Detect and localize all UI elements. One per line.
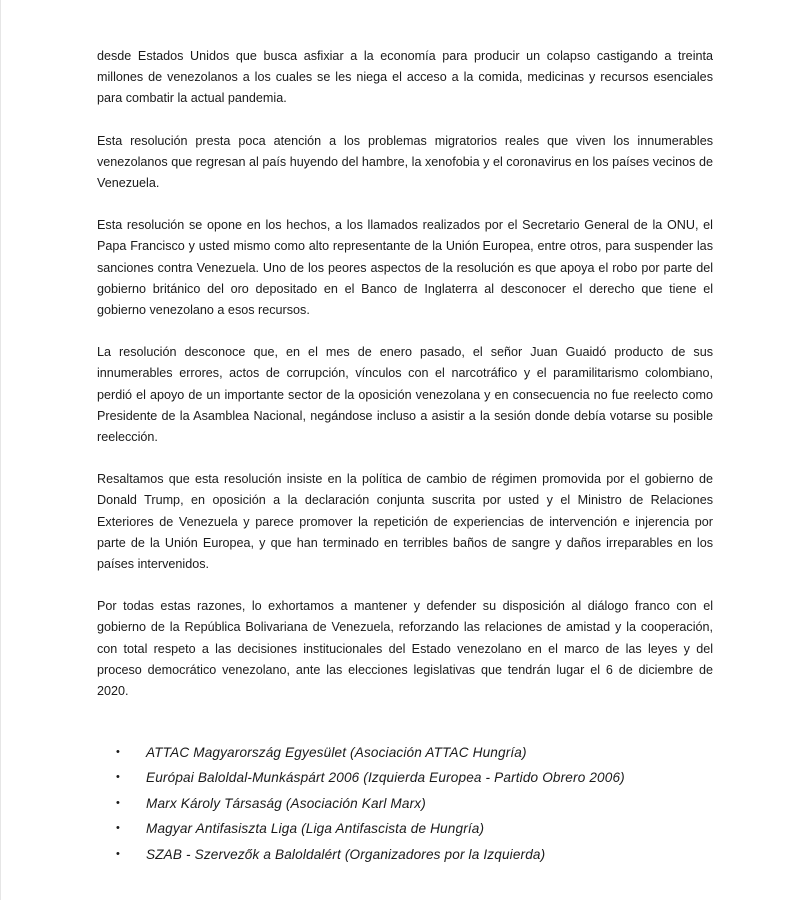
list-item (116, 791, 716, 816)
organization-name: ATTAC Magyarország Egyesület (Asociación ATTAC Hungría) (146, 745, 527, 760)
paragraph: Esta resolución presta poca atención a los problemas migratorios reales que viven los innumerables venezolanos que regresan al país huyendo del hambre, la xenofobia y el coronavirus en los países vecinos de Venezuela. (97, 133, 713, 191)
paragraph: Por todas estas razones, lo exhortamos a mantener y defender su disposición al diálogo franco con el gobierno de la República Bolivariana de Venezuela, reforzando las relaciones de amistad y la cooperación, con total respeto a las decisiones institucionales del Estado venezolano en el marco de las leyes y del proceso democrático venezolano, ante las elecciones legislativas que tendrán lugar el 6 de diciembre de 2020. (97, 599, 713, 699)
list-item (116, 816, 716, 841)
bullet-icon: • (116, 746, 121, 758)
organization-name: Marx Károly Társaság (Asociación Karl Marx) (146, 795, 426, 811)
bullet-icon: • (116, 822, 121, 835)
organization-name: SZAB - Szervezők a Baloldalért (Organizadores por la Izquierda) (146, 846, 546, 862)
paragraph: Resaltamos que esta resolución insiste en la política de cambio de régimen promovida por el gobierno de Donald Trump, en oposición a la declaración conjunta suscrita por usted y el Ministro de Relaciones Exteriores de Venezuela y parece promover la repetición de experiencias de intervención e injerencia por parte de la Unión Europea, y que han terminado en terribles baños de sangre y daños irreparables en los países intervenidos. (97, 472, 713, 572)
signatory-organizations-list (116, 740, 716, 867)
paragraph: Esta resolución se opone en los hechos, a los llamados realizados por el Secretario General de la ONU, el Papa Francisco y usted mismo como alto representante de la Unión Europea, entre otros, para suspender las sanciones contra Venezuela. Uno de los peores aspectos de la resolución es que apoya el robo por parte del gobierno británico del oro depositado en el Banco de Inglaterra al desconocer el derecho que tiene el gobierno venezolano a esos recursos. (97, 218, 713, 318)
paragraph: desde Estados Unidos que busca asfixiar a la economía para producir un colapso castigando a treinta millones de venezolanos a los cuales se les niega el acceso a la comida, medicinas y recursos esenciales para combatir la actual pandemia. (97, 49, 713, 106)
letter-body (97, 46, 713, 723)
bullet-icon: • (116, 847, 121, 860)
organization-name: Európai Baloldal-Munkáspárt 2006 (Izquierda Europea - Partido Obrero 2006) (146, 770, 625, 786)
bullet-icon: • (116, 771, 121, 784)
organization-name: Magyar Antifasiszta Liga (Liga Antifascista de Hungría) (146, 821, 485, 837)
list-item (116, 765, 716, 790)
bullet-icon: • (116, 796, 121, 809)
paragraph: La resolución desconoce que, en el mes de enero pasado, el señor Juan Guaidó producto de sus innumerables errores, actos de corrupción, vínculos con el narcotráfico y el paramilitarismo colombiano, perdió el apoyo de un importante sector de la oposición venezolana y en consecuencia no fue reelecto como Presidente de la Asamblea Nacional, negándose incluso a asistir a la sesión donde debía votarse su posible reelección. (97, 345, 713, 445)
list-item (116, 842, 716, 867)
list-item (116, 740, 716, 765)
